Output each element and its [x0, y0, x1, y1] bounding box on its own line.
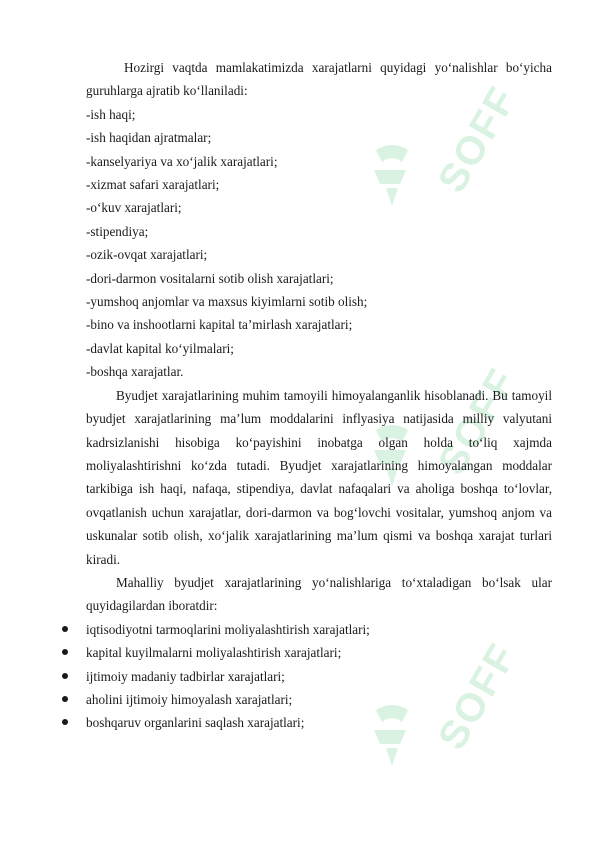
watermark-text: SOFF [430, 635, 526, 757]
protection-paragraph: Byudjet xarajatlarining muhim tamoyili himoyalanganlik hisoblanadi. Bu tamoyil byudjet xarajatlarining ma’lum moddalarini inflyasiya natijasida milliy valyutani kadrsizlanishi hisobiga ko‘payishini inobatga olgan holda to‘liq xajmda moliyalashtirishni ko‘zda tutadi. Byudjet xarajatlarining himoyalangan moddalar tarkibiga ish haqi, nafaqa, stipendiya, davlat nafaqalari va aholiga boshqa to‘lovlar, ovqatlanish uchun xarajatlar, dori-darmon va bog‘lovchi vositalar, yumshoq anjom va uskunalar sotib olish, xo‘jalik xarajatlarining ma’lum qismi va boshqa xarajat turlari kiradi. [86, 387, 552, 567]
list-item: -bino va inshootlarni kapital ta’mirlash xarajatlari; [86, 317, 353, 333]
list-item: -stipendiya; [86, 223, 149, 239]
list-item: -dori-darmon vositalarni sotib olish xarajatlari; [86, 270, 334, 286]
intro-paragraph: Hozirgi vaqtda mamlakatimizda xarajatlarni quyidagi yo‘nalishlar bo‘yicha guruhlarga ajratib ko‘llaniladi: [86, 60, 552, 99]
local-budget-paragraph: Mahalliy byudjet xarajatlarining yo‘nalishlariga to‘xtaladigan bo‘lsak ular quyidagilardan iboratdir: [86, 574, 552, 614]
list-item [86, 618, 552, 641]
list-item: -ish haqi; [86, 106, 136, 122]
bullet-icon [62, 719, 68, 725]
bullet-icon [62, 673, 68, 679]
list-item-text: kapital kuyilmalarni moliyalashtirish xarajatlari; [86, 645, 342, 661]
list-item: -yumshoq anjomlar va maxsus kiyimlarni sotib olish; [86, 294, 368, 310]
list-item: -o‘kuv xarajatlari; [86, 200, 182, 216]
list-item-text: boshqaruv organlarini saqlash xarajatlari; [86, 715, 305, 731]
bullet-icon [62, 626, 68, 632]
list-item [86, 641, 552, 664]
list-item [86, 665, 552, 688]
dash-list [86, 103, 552, 384]
document-body [86, 56, 552, 735]
list-item: -ozik-ovqat xarajatlari; [86, 247, 208, 263]
list-item: -davlat kapital ko‘yilmalari; [86, 340, 234, 356]
list-item: -xizmat safari xarajatlari; [86, 177, 220, 193]
list-item [86, 688, 552, 711]
bullet-icon [62, 649, 68, 655]
list-item: -kanselyariya va xo‘jalik xarajatlari; [86, 153, 278, 169]
list-item: -ish haqidan ajratmalar; [86, 130, 212, 146]
list-item-text: aholini ijtimoiy himoyalash xarajatlari; [86, 691, 293, 707]
list-item: -boshqa xarajatlar. [86, 364, 184, 380]
watermark-text: SOFF [430, 78, 526, 200]
list-item [86, 711, 552, 734]
bullet-list [86, 618, 552, 735]
list-item-text: ijtimoiy madaniy tadbirlar xarajatlari; [86, 668, 285, 684]
bullet-icon [62, 696, 68, 702]
watermark-text: SOFF [430, 360, 526, 482]
list-item-text: iqtisodiyotni tarmoqlarini moliyalashtirish xarajatlari; [86, 621, 370, 637]
